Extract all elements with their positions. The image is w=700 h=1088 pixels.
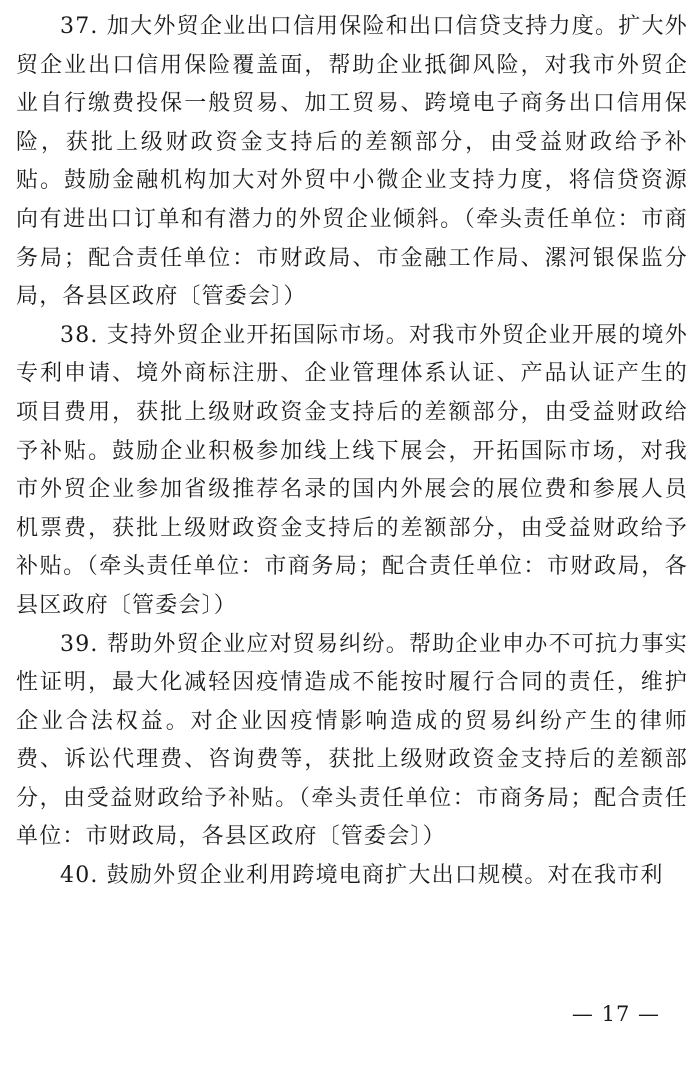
document-body	[16, 8, 688, 896]
paragraph-39: 39. 帮助外贸企业应对贸易纠纷。帮助企业申办不可抗力事实性证明，最大化减轻因疫情造成不能按时履行合同的责任，维护企业合法权益。对企业因疫情影响造成的贸易纠纷产生的律师费、诉讼代理费、咨询费等，获批上级财政资金支持后的差额部分，由受益财政给予补贴。（牵头责任单位：市商务局；配合责任单位：市财政局，各县区政府〔管委会〕）	[16, 631, 688, 850]
paragraph-38: 38. 支持外贸企业开拓国际市场。对我市外贸企业开展的境外专利申请、境外商标注册、企业管理体系认证、产品认证产生的项目费用，获批上级财政资金支持后的差额部分，由受益财政给予补贴。鼓励企业积极参加线上线下展会，开拓国际市场，对我市外贸企业参加省级推荐名录的国内外展会的展位费和参展人员机票费，获批上级财政资金支持后的差额部分，由受益财政给予补贴。（牵头责任单位：市商务局；配合责任单位：市财政局，各县区政府〔管委会〕）	[16, 322, 688, 618]
paragraph-37: 37. 加大外贸企业出口信用保险和出口信贷支持力度。扩大外贸企业出口信用保险覆盖面，帮助企业抵御风险，对我市外贸企业自行缴费投保一般贸易、加工贸易、跨境电子商务出口信用保险，获批上级财政资金支持后的差额部分，由受益财政给予补贴。鼓励金融机构加大对外贸中小微企业支持力度，将信贷资源向有进出口订单和有潜力的外贸企业倾斜。（牵头责任单位：市商务局；配合责任单位：市财政局、市金融工作局、漯河银保监分局，各县区政府〔管委会〕）	[16, 14, 688, 310]
page-number: — 17 —	[571, 1002, 660, 1026]
paragraph-40: 40. 鼓励外贸企业利用跨境电商扩大出口规模。对在我市利	[60, 863, 664, 889]
